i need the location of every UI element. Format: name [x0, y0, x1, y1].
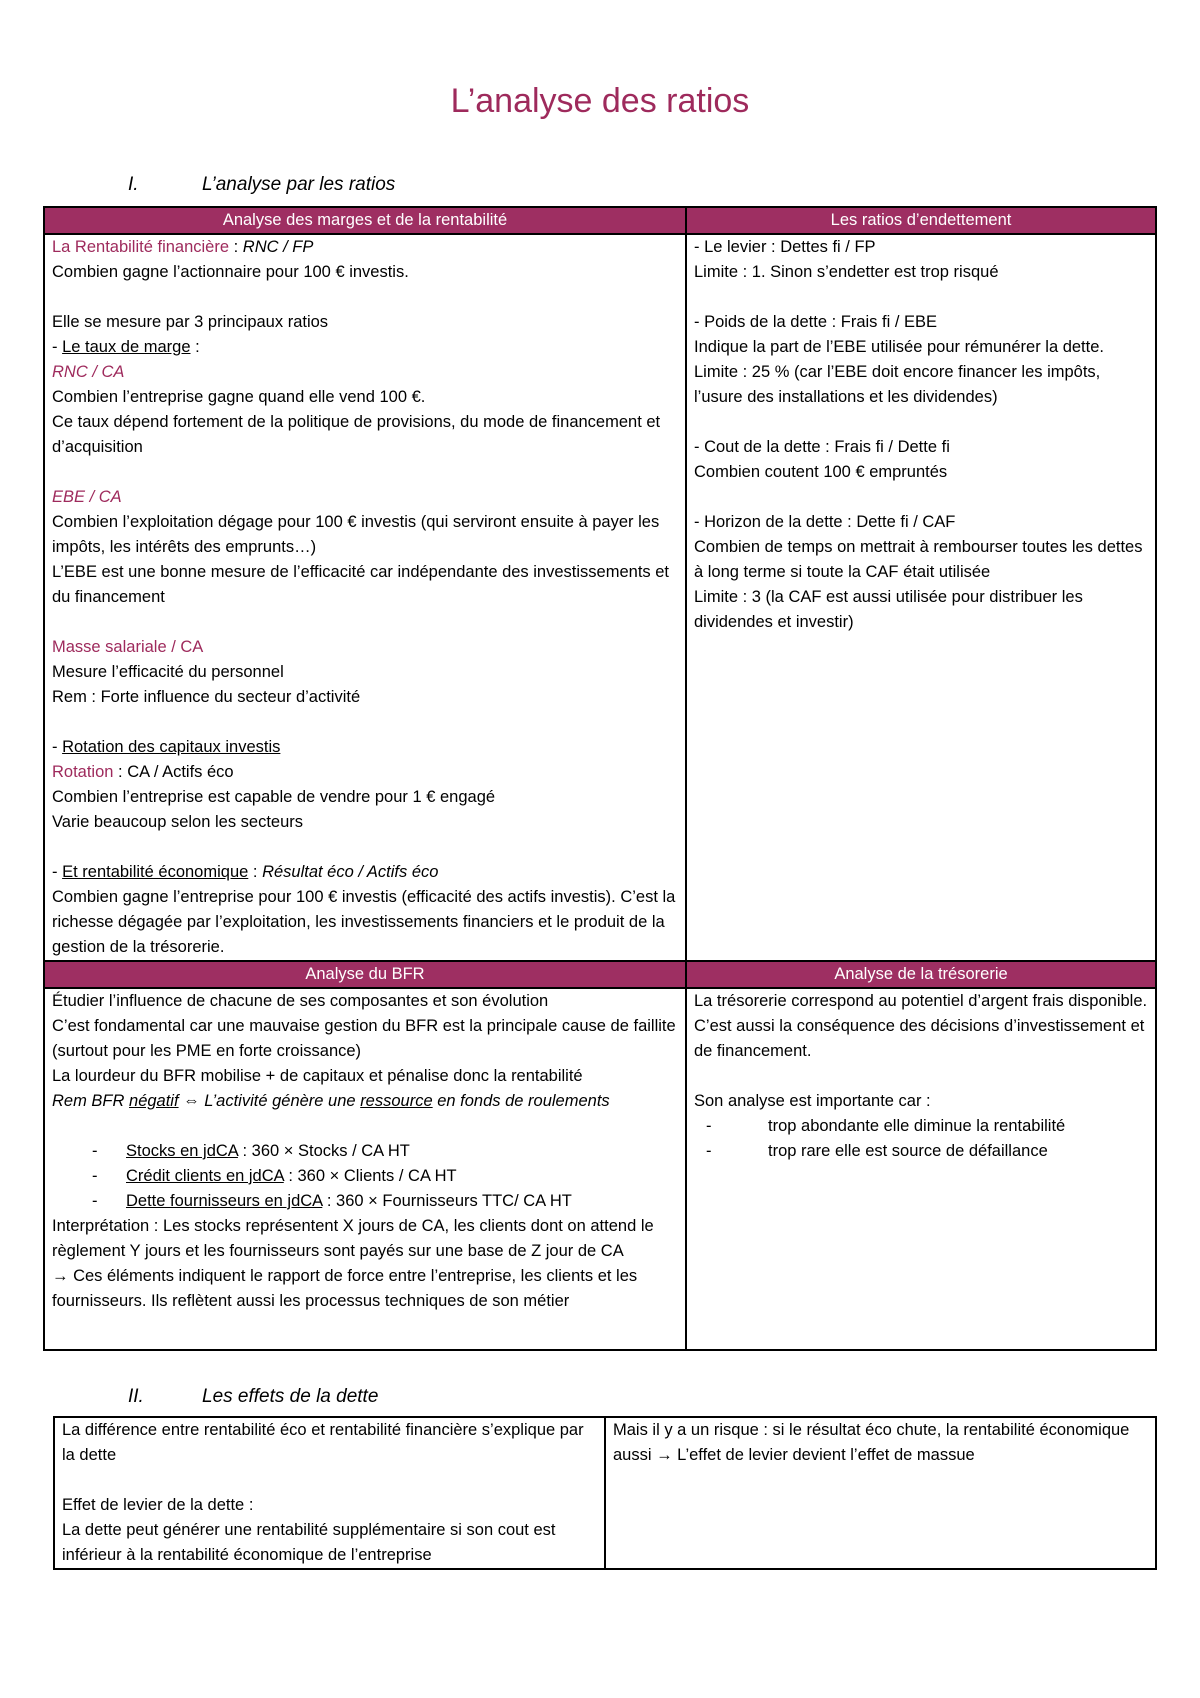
- table-row: [54, 1417, 1156, 1569]
- rotation-desc-2: Varie beaucoup selon les secteurs: [52, 813, 304, 831]
- cout-desc: Combien coutent 100 € empruntés: [694, 463, 948, 481]
- section-number: II.: [128, 1386, 144, 1407]
- effects-right-1: Mais il y a un risque : si le résultat éco chute, la rentabilité économique aussi → L’effet de levier devient l’effet de massue: [613, 1421, 1130, 1464]
- dash: -: [92, 1192, 98, 1210]
- header-bfr: Analyse du BFR: [44, 961, 686, 988]
- dash: -: [92, 1142, 98, 1160]
- section-number: I.: [128, 174, 139, 195]
- rnc-desc-1: Combien l’entreprise gagne quand elle vend 100 €.: [52, 388, 426, 406]
- section-title: L’analyse par les ratios: [202, 174, 396, 195]
- bfr-line-3: La lourdeur du BFR mobilise + de capitaux et pénalise donc la rentabilité: [52, 1067, 583, 1085]
- poids-title: - Poids de la dette : Frais fi / EBE: [694, 313, 938, 331]
- rf-line: [52, 235, 678, 260]
- table-row: [44, 988, 1156, 1350]
- header-treso: Analyse de la trésorerie: [686, 961, 1156, 988]
- cout-title: - Cout de la dette : Frais fi / Dette fi: [694, 438, 950, 456]
- masse-desc-2: Rem : Forte influence du secteur d’activité: [52, 688, 361, 706]
- header-debt: Les ratios d’endettement: [686, 207, 1156, 234]
- horizon-title: - Horizon de la dette : Dette fi / CAF: [694, 513, 956, 531]
- cell-bfr: [44, 988, 686, 1350]
- rem-a: Rem BFR: [52, 1092, 130, 1110]
- debt-effects-table: [53, 1416, 1157, 1570]
- section-title: Les effets de la dette: [202, 1386, 379, 1407]
- bfr-line-1: Étudier l’influence de chacune de ses composantes et son évolution: [52, 992, 549, 1010]
- cell-effects-right: [605, 1417, 1156, 1569]
- dash: -: [52, 863, 63, 881]
- header-margins: Analyse des marges et de la rentabilité: [44, 207, 686, 234]
- rf-sep: :: [229, 238, 243, 256]
- list-item: [52, 1189, 678, 1214]
- effects-left-2: Effet de levier de la dette :: [62, 1496, 254, 1514]
- rf-formula: RNC / FP: [242, 238, 314, 256]
- page-title: L’analyse des ratios: [450, 82, 750, 120]
- stocks-formula: : 360 × Stocks / CA HT: [237, 1142, 410, 1160]
- treso-line-1: La trésorerie correspond au potentiel d’argent frais disponible. C’est aussi la conséquence des décisions d’investissement et de financement.: [694, 992, 1148, 1060]
- list-item: [694, 1114, 1148, 1139]
- rotation-line: [52, 735, 678, 760]
- dash: -: [706, 1142, 712, 1160]
- effects-left-3: La dette peut générer une rentabilité supplémentaire si son cout est inférieur à la rentabilité économique de l’entreprise: [62, 1521, 556, 1564]
- levier-title: - Le levier : Dettes fi / FP: [694, 238, 876, 256]
- cell-debt: [686, 234, 1156, 961]
- re-line: [52, 860, 678, 885]
- list-item: [52, 1164, 678, 1189]
- bfr-rem: [52, 1089, 678, 1114]
- rf-label: La Rentabilité financière: [52, 238, 230, 256]
- re-label: Et rentabilité économique: [62, 863, 249, 881]
- re-sep: :: [248, 863, 263, 881]
- stocks-label: Stocks en jdCA: [126, 1142, 238, 1160]
- dette-label: Dette fournisseurs en jdCA: [126, 1192, 323, 1210]
- table-header-row: [44, 961, 1156, 988]
- dash: -: [52, 738, 63, 756]
- rem-b: ⇔ L’activité génère une: [178, 1092, 361, 1110]
- poids-limit: Limite : 25 % (car l’EBE doit encore financer les impôts, l’usure des installations et les dividendes): [694, 363, 1101, 406]
- table-row: [44, 234, 1156, 961]
- ratios-table: [43, 206, 1157, 1351]
- ebe-desc-1: Combien l’exploitation dégage pour 100 € investis (qui serviront ensuite à payer les impôts, les intérêts des emprunts…): [52, 513, 660, 556]
- effects-left-1: La différence entre rentabilité éco et rentabilité financière s’explique par la dette: [62, 1421, 584, 1464]
- ebe-desc-2: L’EBE est une bonne mesure de l’efficacité car indépendante des investissements et du financement: [52, 563, 669, 606]
- re-desc: Combien gagne l’entreprise pour 100 € investis (efficacité des actifs investis). C’est la richesse dégagée par l’exploitation, les investissements financiers et le produit de la gestion de la trésorerie.: [52, 888, 676, 956]
- rotation-label: Rotation des capitaux investis: [62, 738, 281, 756]
- cell-treso: [686, 988, 1156, 1350]
- rem-res: ressource: [360, 1092, 433, 1110]
- rf-desc: Combien gagne l’actionnaire pour 100 € investis.: [52, 263, 409, 281]
- rotation-formula-line: [52, 760, 678, 785]
- re-formula: Résultat éco / Actifs éco: [262, 863, 439, 881]
- rotation-word: Rotation: [52, 763, 114, 781]
- dash: -: [92, 1167, 98, 1185]
- measure-text: Elle se mesure par 3 principaux ratios: [52, 313, 329, 331]
- cell-effects-left: [54, 1417, 605, 1569]
- treso-bullet-1: trop abondante elle diminue la rentabilité: [768, 1117, 1066, 1135]
- treso-bullet-2: trop rare elle est source de défaillance: [768, 1142, 1048, 1160]
- table-header-row: [44, 207, 1156, 234]
- bfr-arrow-note: → Ces éléments indiquent le rapport de force entre l’entreprise, les clients et les fournisseurs. Ils reflètent aussi les processus techniques de son métier: [52, 1267, 638, 1310]
- dash: -: [52, 338, 63, 356]
- credit-label: Crédit clients en jdCA: [126, 1167, 284, 1185]
- colon: :: [190, 338, 200, 356]
- taux-label: Le taux de marge: [62, 338, 191, 356]
- treso-line-2: Son analyse est importante car :: [694, 1092, 931, 1110]
- section-heading-2: [128, 1384, 378, 1410]
- rem-neg: négatif: [129, 1092, 179, 1110]
- credit-formula: : 360 × Clients / CA HT: [283, 1167, 457, 1185]
- taux-line: [52, 335, 678, 360]
- list-item: [52, 1139, 678, 1164]
- rotation-formula: : CA / Actifs éco: [113, 763, 234, 781]
- section-heading-1: [128, 172, 395, 198]
- levier-limit: Limite : 1. Sinon s’endetter est trop risqué: [694, 263, 999, 281]
- bfr-interpretation: Interprétation : Les stocks représentent X jours de CA, les clients dont on attend le règlement Y jours et les fournisseurs sont payés sur une base de Z jour de CA: [52, 1217, 654, 1260]
- dette-formula: : 360 × Fournisseurs TTC/ CA HT: [322, 1192, 572, 1210]
- list-item: [694, 1139, 1148, 1164]
- horizon-limit: Limite : 3 (la CAF est aussi utilisée pour distribuer les dividendes et investir): [694, 588, 1083, 631]
- horizon-desc: Combien de temps on mettrait à rembourser toutes les dettes à long terme si toute la CAF était utilisée: [694, 538, 1143, 581]
- poids-desc: Indique la part de l’EBE utilisée pour rémunérer la dette.: [694, 338, 1104, 356]
- masse-formula: Masse salariale / CA: [52, 638, 204, 656]
- rotation-desc-1: Combien l’entreprise est capable de vendre pour 1 € engagé: [52, 788, 496, 806]
- dash: -: [706, 1117, 712, 1135]
- cell-margins: [44, 234, 686, 961]
- masse-desc-1: Mesure l’efficacité du personnel: [52, 663, 284, 681]
- rnc-desc-2: Ce taux dépend fortement de la politique de provisions, du mode de financement et d’acquisition: [52, 413, 661, 456]
- ebe-ca-formula: EBE / CA: [52, 488, 122, 506]
- bfr-line-2: C’est fondamental car une mauvaise gestion du BFR est la principale cause de faillite (surtout pour les PME en forte croissance): [52, 1017, 676, 1060]
- rnc-ca-formula: RNC / CA: [52, 363, 125, 381]
- rem-c: en fonds de roulements: [432, 1092, 610, 1110]
